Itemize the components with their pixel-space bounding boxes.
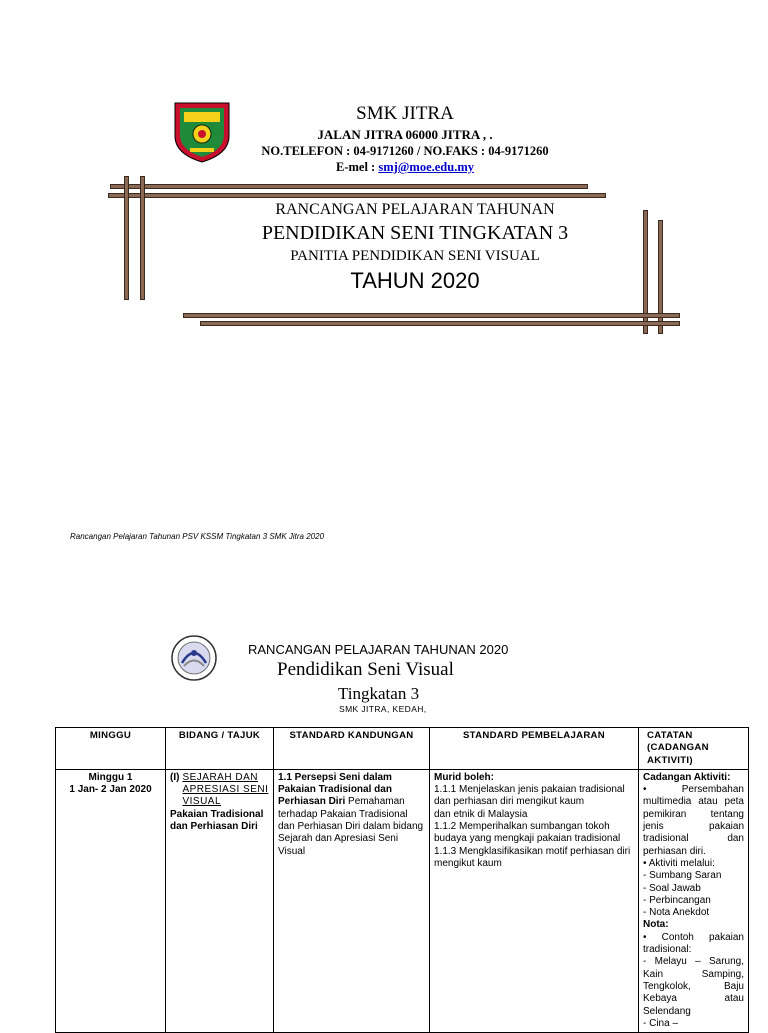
- nota-p2: - Melayu – Sarung, Kain Samping, Tengkolok, Baju Kebaya atau Selendang: [643, 956, 744, 1017]
- page2-heading-2: Pendidikan Seni Visual: [277, 659, 454, 680]
- header-standard-pembelajaran: STANDARD PEMBELAJARAN: [430, 728, 639, 770]
- email-link[interactable]: smj@moe.edu.my: [378, 160, 474, 174]
- page2-heading-4: SMK JITRA, KEDAH,: [339, 704, 427, 714]
- bidang-title-wrap: [170, 772, 269, 809]
- sp-item: dan etnik di Malaysia: [434, 808, 528, 820]
- page2-heading-1: RANCANGAN PELAJARAN TAHUNAN 2020: [248, 642, 509, 657]
- cat-list-item: - Nota Anekdot: [643, 907, 710, 919]
- nota-title: Nota:: [643, 919, 669, 931]
- nota-p1: • Contoh pakaian tradisional:: [643, 931, 744, 956]
- cover-title-3: PANITIA PENDIDIKAN SENI VISUAL: [290, 248, 540, 264]
- cat-list-item: - Sumbang Saran: [643, 870, 722, 882]
- sp-item: 1.1.2 Memperihalkan sumbangan tokoh budaya yang mengkaji pakaian tradisional: [434, 821, 621, 845]
- school-phone: NO.TELEFON : 04-9171260 / NO.FAKS : 04-9171260: [261, 144, 549, 158]
- header-minggu: MINGGU: [56, 728, 166, 770]
- cell-bidang: [166, 769, 274, 1032]
- moe-logo: [170, 633, 218, 683]
- school-address: JALAN JITRA 06000 JITRA , .: [317, 127, 493, 142]
- nota-p3: - Cina –: [643, 1017, 679, 1029]
- frame-bar-left-1: [124, 176, 129, 300]
- frame-bar-top-2: [108, 193, 606, 198]
- header-bidang: BIDANG / TAJUK: [166, 728, 274, 770]
- cat-p1: • Persembahan multimedia atau peta pemikiran tentang jenis pakaian tradisional dan perhiasan diri.: [643, 784, 744, 857]
- bidang-topic: Pakaian Tradisional dan Perhiasan Diri: [170, 808, 264, 833]
- bidang-prefix: (I): [170, 771, 180, 783]
- week-dates: 1 Jan- 2 Jan 2020: [69, 784, 152, 796]
- header-catatan: CATATAN (CADANGAN AKTIVITI): [639, 728, 749, 770]
- cell-standard-pembelajaran: [430, 769, 639, 1032]
- cover-title-4: TAHUN 2020: [350, 268, 480, 293]
- cell-catatan: [639, 769, 749, 1032]
- frame-bar-left-2: [140, 176, 145, 300]
- sp-item: 1.1.3 Mengklasifikasikan motif perhiasan diri mengikut kaum: [434, 845, 631, 869]
- cell-standard-kandungan: [274, 769, 430, 1032]
- header-standard-kandungan: STANDARD KANDUNGAN: [274, 728, 430, 770]
- school-email-line: [250, 160, 560, 175]
- cat-p2: • Aktiviti melalui:: [643, 857, 715, 869]
- sp-intro: Murid boleh:: [434, 771, 494, 783]
- school-crest: [172, 100, 232, 164]
- bidang-title: SEJARAH DAN APRESIASI SENI VISUAL: [182, 771, 269, 808]
- frame-bar-bottom-2: [200, 321, 680, 326]
- cat-title: Cadangan Aktiviti:: [643, 771, 731, 783]
- cat-list-item: - Soal Jawab: [643, 882, 701, 894]
- frame-bar-top-1: [110, 184, 588, 189]
- table-header-row: [56, 728, 749, 770]
- week-label: Minggu 1: [88, 771, 133, 783]
- cell-minggu: [56, 769, 166, 1032]
- lesson-plan-table: [55, 727, 749, 1033]
- table-row: [56, 769, 749, 1032]
- cover-title-1: RANCANGAN PELAJARAN TAHUNAN: [275, 201, 555, 218]
- frame-bar-bottom-1: [183, 313, 680, 318]
- school-name: SMK JITRA: [356, 103, 454, 124]
- email-label: E-mel :: [335, 160, 376, 174]
- sk-text: Pemahaman terhadap Pakaian Tradisional dan Perhiasan Diri dalam bidang Sejarah dan Apresiasi Seni Visual: [278, 796, 424, 857]
- cat-list-item: - Perbincangan: [643, 894, 711, 906]
- sk-title: 1.1 Persepsi Seni dalam Pakaian Tradisional dan Perhiasan Diri: [278, 771, 392, 808]
- footer-note: Rancangan Pelajaran Tahunan PSV KSSM Tingkatan 3 SMK Jitra 2020: [70, 532, 325, 541]
- sp-item: 1.1.1 Menjelaskan jenis pakaian tradisional dan perhiasan diri mengikut kaum: [434, 784, 625, 808]
- cover-title-2: PENDIDIKAN SENI TINGKATAN 3: [261, 222, 569, 244]
- page2-heading-3: Tingkatan 3: [338, 684, 420, 703]
